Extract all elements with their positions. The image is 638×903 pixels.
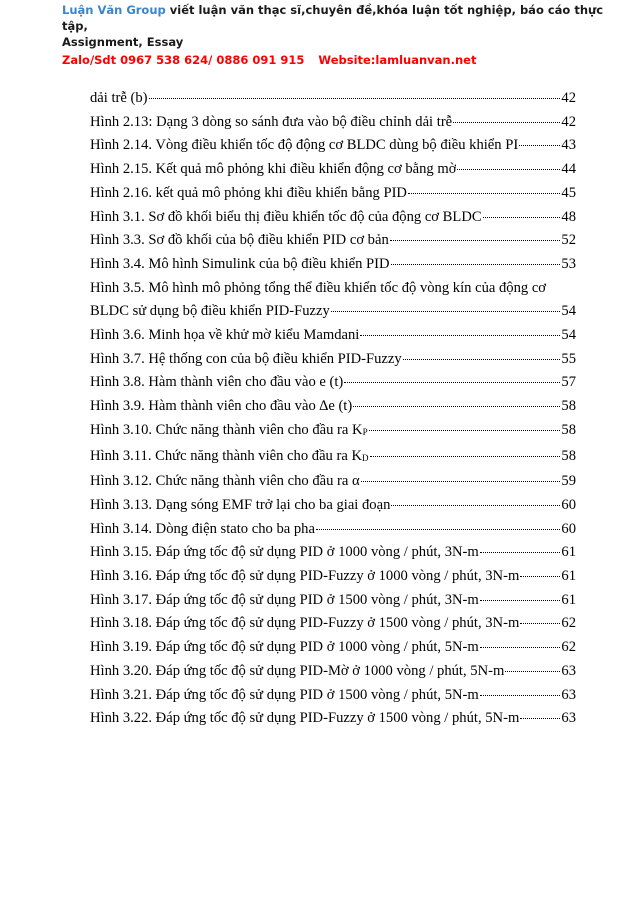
toc-entry-text: [90, 111, 452, 135]
toc-entry: [90, 277, 576, 324]
dot-leader: [520, 622, 560, 624]
toc-entry-title: Hình 3.13. Dạng sóng EMF trở lại cho ba giai đoạn: [90, 496, 391, 513]
toc-entry-title: dải trễ (b): [90, 90, 148, 106]
toc-entry: [90, 371, 576, 395]
toc-page-number: 60: [561, 520, 576, 537]
header-website: Website:lamluanvan.net: [318, 53, 477, 67]
dot-leader: [403, 358, 561, 360]
toc-page-number: 54: [561, 327, 576, 344]
figure-list: [90, 87, 576, 731]
dot-leader: [519, 144, 560, 146]
dot-leader: [408, 192, 560, 194]
toc-entry: [90, 470, 576, 494]
header-tagline-2: Assignment, Essay: [62, 35, 184, 49]
dot-leader: [391, 263, 561, 265]
dot-leader: [331, 310, 561, 312]
toc-entry-text: [90, 253, 390, 277]
toc-page-number: 43: [561, 137, 576, 154]
toc-entry-text: [90, 182, 407, 206]
toc-page-number: 63: [561, 662, 576, 679]
toc-entry-title: Hình 3.16. Đáp ứng tốc độ sử dụng PID-Fuzzy ở 1000 vòng / phút, 3N-m: [90, 568, 520, 585]
toc-page-number: 42: [561, 113, 576, 130]
toc-entry: [90, 660, 576, 684]
dot-leader: [453, 121, 560, 123]
toc-entry-title: Hình 3.8. Hàm thành viên cho đầu vào e (t): [90, 374, 344, 391]
toc-entry-subscript: P: [362, 426, 368, 437]
toc-entry-text: [90, 134, 518, 158]
page-header: [62, 2, 622, 68]
toc-entry: [90, 445, 576, 471]
toc-page-number: 61: [561, 544, 576, 561]
toc-page-number: 60: [561, 496, 576, 513]
toc-page-number: 63: [561, 710, 576, 727]
toc-page-number: 54: [561, 303, 576, 320]
toc-entry-text: [90, 684, 479, 708]
toc-entry-title: Hình 3.14. Dòng điện stato cho ba pha: [90, 520, 315, 537]
toc-entry-title: Hình 3.1. Sơ đồ khối biểu thị điều khiển tốc độ của động cơ BLDC: [90, 208, 482, 225]
toc-entry: [90, 206, 576, 230]
toc-entry-text: [90, 348, 402, 372]
toc-entry-title: Hình 3.12. Chức năng thành viên cho đầu ra α: [90, 473, 360, 490]
toc-entry: [90, 324, 576, 348]
toc-page-number: 48: [561, 208, 576, 225]
dot-leader: [149, 97, 561, 99]
dot-leader: [361, 480, 561, 482]
dot-leader: [344, 381, 560, 383]
toc-entry-text: [90, 324, 359, 348]
dot-leader: [370, 455, 561, 457]
toc-entry-text: [90, 707, 519, 731]
toc-page-number: 61: [561, 591, 576, 608]
dot-leader: [480, 551, 561, 553]
dot-leader: [316, 528, 560, 530]
toc-entry: [90, 707, 576, 731]
toc-entry-title: Hình 3.20. Đáp ứng tốc độ sử dụng PID-Mờ ở 1000 vòng / phút, 5N-m: [90, 662, 505, 679]
dot-leader: [457, 168, 560, 170]
toc-entry-title: Hình 3.18. Đáp ứng tốc độ sử dụng PID-Fuzzy ở 1500 vòng / phút, 3N-m: [90, 615, 520, 632]
toc-entry: [90, 518, 576, 542]
toc-entry-text: [90, 371, 343, 395]
header-phone: Zalo/Sdt 0967 538 624/ 0886 091 915: [62, 53, 305, 67]
toc-entry: [90, 612, 576, 636]
dot-leader: [505, 670, 560, 672]
toc-entry-title: Hình 2.16. kết quả mô phỏng khi điều khiển bằng PID: [90, 184, 407, 201]
header-line-1: [62, 2, 622, 34]
toc-entry-text: [90, 660, 504, 684]
toc-page-number: 57: [561, 374, 576, 391]
toc-entry: [90, 684, 576, 708]
toc-entry-title: BLDC sử dụng bộ điều khiển PID-Fuzzy: [90, 303, 330, 320]
toc-entry: [90, 87, 576, 111]
toc-entry-text-line1: Hình 3.5. Mô hình mô phỏng tổng thể điều khiển tốc độ vòng kín của động cơ: [90, 279, 547, 296]
toc-entry-title: Hình 2.13: Dạng 3 dòng so sánh đưa vào bộ điều chỉnh dải trễ: [90, 113, 453, 130]
toc-entry-title: Hình 3.17. Đáp ứng tốc độ sử dụng PID ở 1500 vòng / phút, 3N-m: [90, 591, 479, 608]
toc-entry: [90, 494, 576, 518]
toc-page-number: 58: [561, 398, 576, 415]
dot-leader: [483, 216, 561, 218]
toc-page-number: 58: [561, 421, 576, 438]
toc-entry-title: Hình 3.4. Mô hình Simulink của bộ điều khiển PID: [90, 255, 390, 272]
toc-page-number: 45: [561, 184, 576, 201]
toc-entry-text: [90, 206, 482, 230]
dot-leader: [480, 599, 561, 601]
toc-entry-text: [90, 470, 360, 494]
toc-entry: [90, 229, 576, 253]
toc-page-number: 62: [561, 639, 576, 656]
toc-entry: [90, 395, 576, 419]
toc-entry-text: [90, 541, 479, 565]
toc-entry-title: Hình 3.15. Đáp ứng tốc độ sử dụng PID ở 1000 vòng / phút, 3N-m: [90, 544, 479, 561]
toc-entry-text: [90, 636, 479, 660]
toc-entry-text: [90, 419, 368, 445]
toc-entry: [90, 111, 576, 135]
toc-page-number: 63: [561, 686, 576, 703]
dot-leader: [520, 717, 560, 719]
toc-entry-title: Hình 3.3. Sơ đồ khối của bộ điều khiển PID cơ bản: [90, 232, 389, 249]
toc-entry-text: [90, 518, 315, 542]
toc-entry-text: [90, 589, 479, 613]
toc-entry-text: [90, 565, 519, 589]
toc-entry-subscript: D: [362, 452, 369, 463]
toc-page-number: 61: [561, 568, 576, 585]
dot-leader: [480, 694, 561, 696]
dot-leader: [353, 405, 560, 407]
toc-entry-text: [90, 300, 330, 324]
toc-page-number: 44: [561, 161, 576, 178]
toc-entry: [90, 419, 576, 445]
toc-page-number: 59: [561, 473, 576, 490]
dot-leader: [360, 334, 560, 336]
dot-leader: [390, 239, 561, 241]
dot-leader: [480, 646, 561, 648]
toc-entry-title: Hình 2.15. Kết quả mô phỏng khi điều khiển động cơ bằng mờ: [90, 161, 457, 178]
toc-entry-text: [90, 158, 456, 182]
toc-entry-title: Hình 3.9. Hàm thành viên cho đầu vào ∆e (t): [90, 398, 353, 415]
toc-page-number: 62: [561, 615, 576, 632]
toc-entry-text: [90, 229, 389, 253]
toc-entry-text: [90, 612, 519, 636]
toc-entry-title: Hình 3.6. Minh họa về khử mờ kiểu Mamdani: [90, 327, 360, 344]
toc-page-number: 52: [561, 232, 576, 249]
toc-entry-title: Hình 2.14. Vòng điều khiển tốc độ động cơ BLDC dùng bộ điều khiển PI: [90, 137, 519, 154]
toc-entry: [90, 541, 576, 565]
header-contact: [62, 52, 622, 68]
toc-entry: [90, 253, 576, 277]
toc-entry: [90, 134, 576, 158]
dot-leader: [369, 429, 561, 431]
dot-leader: [520, 575, 560, 577]
toc-page-number: 58: [561, 447, 576, 464]
toc-page-number: 53: [561, 255, 576, 272]
header-tagline: viết luận văn thạc sĩ,chuyên đề,khóa luận tốt nghiệp, báo cáo thực tập,: [62, 3, 604, 33]
toc-page-number: 55: [561, 350, 576, 367]
dot-leader: [391, 504, 560, 506]
toc-entry-title: Hình 3.11. Chức năng thành viên cho đầu ra K: [90, 447, 363, 464]
toc-entry: [90, 589, 576, 613]
toc-entry: [90, 565, 576, 589]
toc-entry-text: [90, 494, 390, 518]
toc-entry: [90, 348, 576, 372]
toc-entry-title: Hình 3.10. Chức năng thành viên cho đầu ra K: [90, 421, 363, 438]
toc-entry-title: Hình 3.21. Đáp ứng tốc độ sử dụng PID ở 1500 vòng / phút, 5N-m: [90, 686, 479, 703]
toc-entry: [90, 182, 576, 206]
toc-entry: [90, 158, 576, 182]
toc-entry: [90, 636, 576, 660]
toc-entry-text: [90, 87, 148, 111]
toc-entry-title: Hình 3.22. Đáp ứng tốc độ sử dụng PID-Fuzzy ở 1500 vòng / phút, 5N-m: [90, 710, 520, 727]
toc-entry-title: Hình 3.7. Hệ thống con của bộ điều khiển PID-Fuzzy: [90, 350, 402, 367]
toc-entry-text: [90, 395, 352, 419]
brand-name: Luận Văn Group: [62, 3, 166, 17]
toc-page-number: 42: [561, 90, 576, 106]
toc-entry-text: [90, 445, 369, 471]
toc-entry-title: Hình 3.19. Đáp ứng tốc độ sử dụng PID ở 1000 vòng / phút, 5N-m: [90, 639, 479, 656]
